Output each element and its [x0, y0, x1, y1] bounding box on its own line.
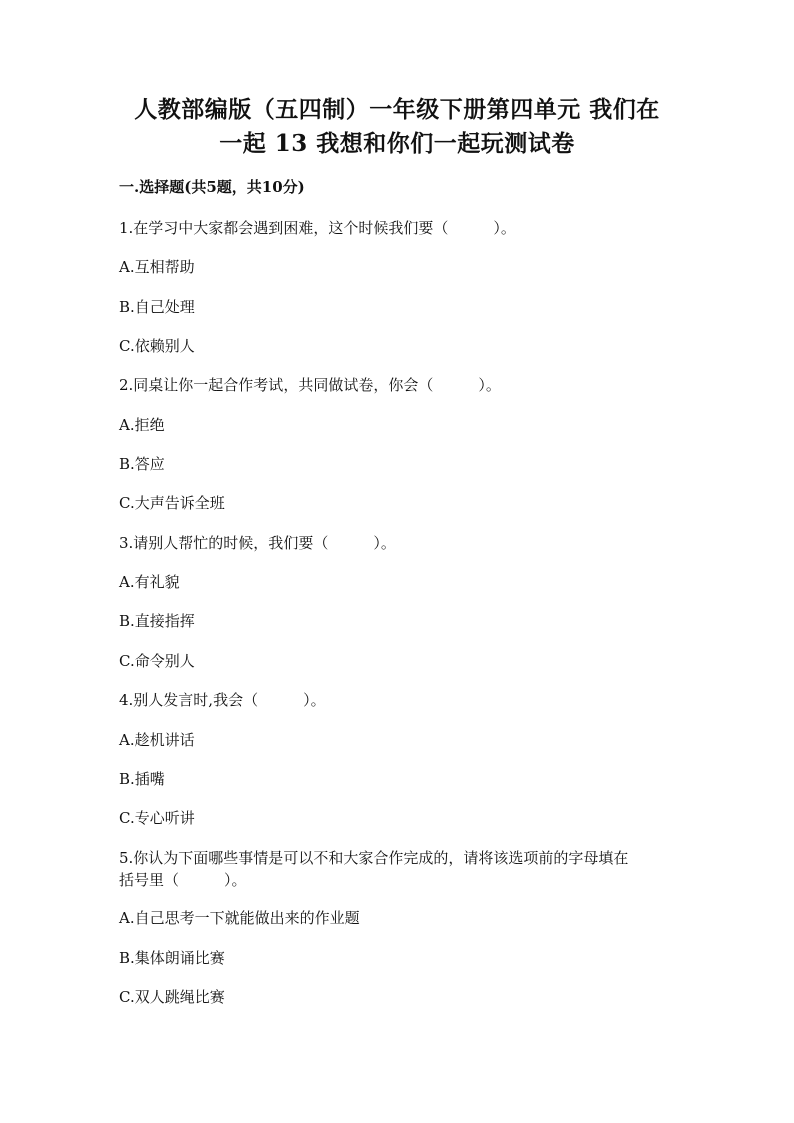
question-1-option-b: B.自己处理 — [119, 298, 195, 316]
question-3-option-a: A.有礼貌 — [119, 573, 180, 591]
question-5-stem-line-2: 括号里（ ）。 — [119, 871, 247, 889]
question-3-option-b: B.直接指挥 — [119, 612, 195, 630]
question-1-option-a: A.互相帮助 — [119, 258, 195, 276]
question-2-option-b: B.答应 — [119, 455, 165, 473]
question-4-option-a: A.趁机讲话 — [119, 731, 195, 749]
question-2-option-c: C.大声告诉全班 — [119, 494, 225, 512]
question-3-option-c: C.命令别人 — [119, 652, 195, 670]
page-title-line-1: 人教部编版（五四制）一年级下册第四单元 我们在 — [134, 96, 660, 123]
question-2-stem: 2.同桌让你一起合作考试，共同做试卷，你会（ ）。 — [119, 376, 501, 394]
question-2-option-a: A.拒绝 — [119, 416, 165, 434]
question-4-option-b: B.插嘴 — [119, 770, 165, 788]
question-1-option-c: C.依赖别人 — [119, 337, 195, 355]
question-1-stem: 1.在学习中大家都会遇到困难，这个时候我们要（ ）。 — [119, 219, 516, 237]
question-4-option-c: C.专心听讲 — [119, 809, 195, 827]
question-3-stem: 3.请别人帮忙的时候，我们要（ ）。 — [119, 534, 396, 552]
question-5-option-a: A.自己思考一下就能做出来的作业题 — [119, 909, 360, 927]
question-4-stem: 4.别人发言时,我会（ ）。 — [119, 691, 326, 709]
section-heading: 一.选择题(共5题，共10分) — [119, 178, 305, 196]
page-title-line-2: 一起 13 我想和你们一起玩测试卷 — [219, 130, 575, 157]
question-5-stem-line-1: 5.你认为下面哪些事情是可以不和大家合作完成的，请将该选项前的字母填在 — [119, 849, 629, 867]
question-5-option-b: B.集体朗诵比赛 — [119, 949, 225, 967]
question-5-option-c: C.双人跳绳比赛 — [119, 988, 225, 1006]
